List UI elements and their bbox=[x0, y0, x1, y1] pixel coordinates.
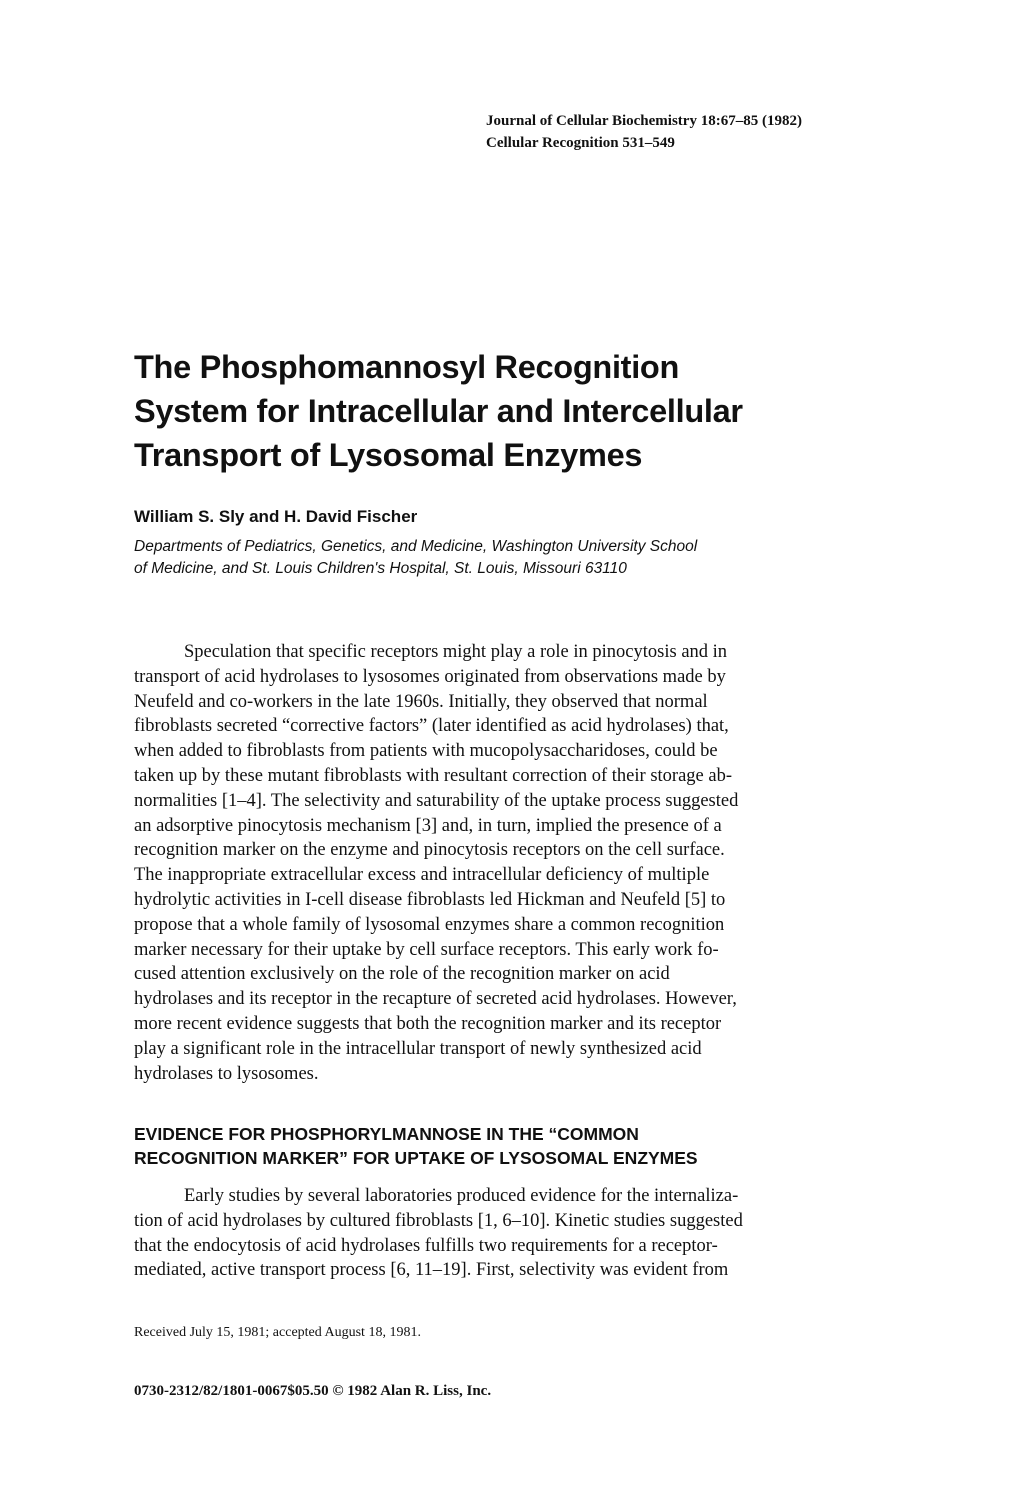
journal-citation bbox=[486, 110, 802, 154]
paragraph-line: hydrolases and its receptor in the recapture of secreted acid hydrolases. However, bbox=[134, 989, 737, 1010]
title-line: The Phosphomannosyl Recognition bbox=[134, 349, 680, 385]
paper-title bbox=[134, 345, 914, 477]
paragraph-line: propose that a whole family of lysosomal enzymes share a common recognition bbox=[134, 914, 725, 935]
affiliation bbox=[134, 536, 697, 580]
paragraph-line: fibroblasts secreted “corrective factors” (later identified as acid hydrolases) that, bbox=[134, 716, 729, 737]
affiliation-line: Departments of Pediatrics, Genetics, and Medicine, Washington University School bbox=[134, 538, 698, 555]
paragraph-line: Neufeld and co-workers in the late 1960s. Initially, they observed that normal bbox=[134, 691, 708, 712]
title-line: System for Intracellular and Intercellular bbox=[134, 393, 743, 429]
paragraph-line: mediated, active transport process [6, 11–19]. First, selectivity was evident from bbox=[134, 1260, 729, 1281]
authors: William S. Sly and H. David Fischer bbox=[134, 507, 418, 526]
title-line: Transport of Lysosomal Enzymes bbox=[134, 437, 643, 473]
paragraph-line: The inappropriate extracellular excess and intracellular deficiency of multiple bbox=[134, 865, 710, 886]
paragraph-line: transport of acid hydrolases to lysosomes originated from observations made by bbox=[134, 666, 726, 687]
section-heading-line: RECOGNITION MARKER” FOR UPTAKE OF LYSOSOMAL ENZYMES bbox=[134, 1148, 698, 1168]
paragraph-line: marker necessary for their uptake by cell surface receptors. This early work fo- bbox=[134, 939, 719, 960]
copyright-line: 0730-2312/82/1801-0067$05.50 © 1982 Alan R. Liss, Inc. bbox=[134, 1383, 492, 1399]
section-heading-line: EVIDENCE FOR PHOSPHORYLMANNOSE IN THE “COMMON bbox=[134, 1124, 639, 1144]
paragraph-line: Early studies by several laboratories produced evidence for the internaliza- bbox=[184, 1186, 739, 1206]
paragraph-line: taken up by these mutant fibroblasts with resultant correction of their storage ab- bbox=[134, 765, 732, 786]
paragraph-line: normalities [1–4]. The selectivity and saturability of the uptake process suggested bbox=[134, 790, 739, 811]
paragraph-line: that the endocytosis of acid hydrolases fulfills two requirements for a receptor- bbox=[134, 1235, 718, 1256]
paragraph-line: hydrolases to lysosomes. bbox=[134, 1063, 319, 1084]
paragraph-line: recognition marker on the enzyme and pinocytosis receptors on the cell surface. bbox=[134, 840, 725, 861]
section-paragraph bbox=[134, 1184, 743, 1283]
journal-citation-line: Cellular Recognition 531–549 bbox=[486, 135, 675, 151]
section-heading bbox=[134, 1122, 698, 1170]
paragraph-line: cused attention exclusively on the role of the recognition marker on acid bbox=[134, 964, 670, 985]
paragraph-line: Speculation that specific receptors might play a role in pinocytosis and in bbox=[184, 642, 728, 662]
journal-citation-line: Journal of Cellular Biochemistry 18:67–85 (1982) bbox=[486, 113, 802, 129]
received-footnote: Received July 15, 1981; accepted August 18, 1981. bbox=[134, 1325, 421, 1340]
paragraph-line: play a significant role in the intracellular transport of newly synthesized acid bbox=[134, 1038, 702, 1059]
paragraph-line: more recent evidence suggests that both the recognition marker and its receptor bbox=[134, 1013, 722, 1034]
introduction-paragraph bbox=[134, 640, 738, 1086]
paragraph-line: hydrolytic activities in I-cell disease fibroblasts led Hickman and Neufeld [5] to bbox=[134, 889, 726, 910]
paragraph-line: an adsorptive pinocytosis mechanism [3] and, in turn, implied the presence of a bbox=[134, 815, 722, 836]
paragraph-line: tion of acid hydrolases by cultured fibroblasts [1, 6–10]. Kinetic studies suggested bbox=[134, 1210, 743, 1231]
affiliation-line: of Medicine, and St. Louis Children's Hospital, St. Louis, Missouri 63110 bbox=[134, 560, 627, 577]
paragraph-line: when added to fibroblasts from patients with mucopolysaccharidoses, could be bbox=[134, 741, 718, 762]
